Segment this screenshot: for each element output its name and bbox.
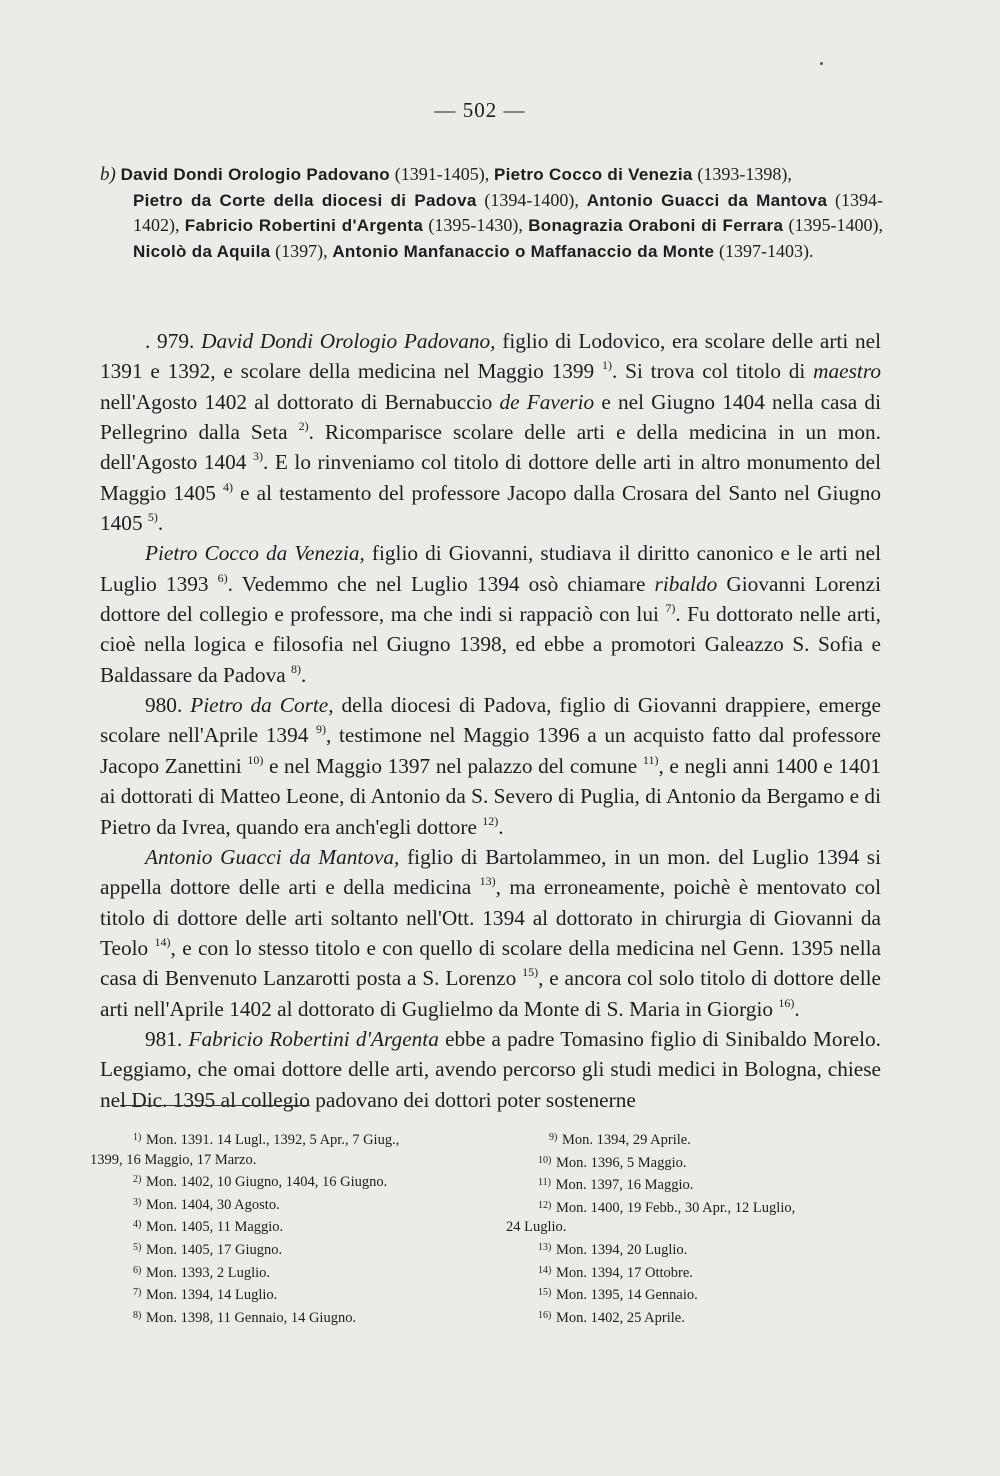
heading-dates: (1397), [275,240,328,261]
footnote-text: Mon. 1404, 30 Agosto. [145,1196,280,1213]
footnote-ref: 13) [479,874,496,889]
heading-name: Bonagrazia Oraboni di Ferrara [528,216,784,235]
footnote-ref: 15) [522,965,539,980]
footnotes-right-column [506,1128,902,1328]
footnote-line [506,1218,902,1238]
footnote-ref-number: 6 [217,570,224,585]
footnote-text: Mon. 1396, 5 Maggio. [555,1154,687,1171]
footnote-line [506,1261,902,1284]
footnote-text: Mon. 1400, 19 Febb., 30 Apr., 12 Luglio, [555,1199,796,1216]
footnote-text: Mon. 1393, 2 Luglio. [145,1264,271,1281]
paragraph-980 [100,690,881,842]
section-heading [100,162,883,264]
heading-name: Pietro Cocco di Venezia [493,165,693,184]
footnote-ref: 3) [253,449,263,464]
text-run: , e ancora col solo titolo di dottore delle arti nell'Aprile 1402 al dottorato di Guglielmo da Monte di S. Maria in Giorgio [100,966,881,1021]
footnote-mark: 4) [133,1219,142,1231]
person-name: Antonio Guacci da Mantova, [145,844,400,869]
footnote-ref-number: 13 [479,874,492,889]
person-name: Pietro da Corte, [190,693,334,718]
paragraph-cocco [100,538,881,690]
footnote-ref: 1) [601,358,612,373]
heading-name: David Dondi Orologio Padovano [120,165,390,184]
footnote-ref-number: 9 [316,722,323,737]
text-run: figlio di Giovanni, studiava il diritto canonico e le arti nel Luglio 1393 [100,541,882,596]
text-run: Giovanni Lorenzi dottore del collegio e professore, ma che indi si rappaciò con lui [100,571,881,627]
footnote-ref-number: 8 [291,661,298,676]
body-text [100,326,881,1115]
footnote-ref: 4) [223,479,234,494]
footnote-mark: 3) [133,1196,142,1208]
paragraph-guacci [100,842,881,1024]
footnote-text: 1399, 16 Maggio, 17 Marzo. [90,1151,257,1168]
footnote-line [90,1283,480,1306]
footnote-mark: 15) [538,1287,552,1299]
footnote-line [90,1215,480,1238]
person-name: Fabricio Robertini d'Argenta [188,1026,439,1051]
footnote-text: Mon. 1397, 16 Maggio. [555,1177,694,1194]
footnote-line [506,1196,902,1219]
paragraph-981 [100,1024,881,1115]
heading-dates: (1394-1402), [133,189,883,235]
italic-term: maestro [813,359,881,384]
paragraph-number: 981. [145,1026,183,1051]
footnote-text: 24 Luglio. [506,1219,567,1236]
heading-continuation [100,188,883,265]
text-run: . Vedemmo che nel Luglio 1394 osò chiamare [227,571,655,596]
footnote-ref: 16) [778,995,795,1010]
footnote-mark: 2) [133,1174,142,1186]
footnote-ref-number: 15 [522,965,535,980]
heading-dates: (1391-1405), [394,164,490,184]
italic-term: de Faverio [499,389,595,414]
paragraph-979 [100,326,881,538]
heading-dates: (1394-1400), [484,189,579,210]
italic-term: ribaldo [654,571,718,596]
text-run: , ma erroneamente, poichè è mentovato col titolo di dottore delle arti soltanto nell'Ott. 1394 al dottorato in chirurgia di Giovanni da Teolo [100,875,881,960]
text-run: della diocesi di Padova, figlio di Giovanni drappiere, emerge scolare nell'Aprile 1394 [100,693,881,748]
footnote-ref-number: 16 [778,995,791,1010]
footnote-ref: 9) [316,722,327,737]
footnote-line [90,1128,480,1151]
footnote-line [90,1238,480,1261]
person-name: David Dondi Orologio Padovano, [201,329,496,353]
footnote-text: Mon. 1394, 17 Ottobre. [555,1264,693,1281]
text-run: figlio di Bartolammeo, in un mon. del Luglio 1394 si appella dottore delle arti e della medicina [100,844,882,900]
text-run: , testimone nel Maggio 1396 a un acquisto fatto dal professore Jacopo Zanettini [100,723,881,778]
footnote-mark: 1) [133,1132,142,1143]
footnote-ref-number: 10 [247,752,260,767]
text-run: e al testamento del professore Jacopo dalla Crosara del Santo nel Giugno 1405 [100,480,881,536]
footnote-text: Mon. 1395, 14 Gennaio. [555,1287,698,1304]
footnote-line [90,1151,480,1171]
footnote-ref-number: 1 [601,358,608,373]
footnote-line [506,1238,902,1261]
paragraph-number: 980. [145,693,183,718]
footnote-text: Mon. 1394, 14 Luglio. [145,1287,278,1304]
text-run: , e negli anni 1400 e 1401 ai dottorati di Matteo Leone, di Antonio da S. Severo di Puglia, di Antonio da Bergamo e di Pietro da Ivrea, quando era anch'egli dottore [100,753,881,839]
footnote-ref-number: 14 [154,934,167,949]
footnote-mark: 13) [538,1241,552,1253]
footnote-ref: 10) [247,752,264,767]
section-label: b) [100,164,116,185]
text-run: figlio di Lodovico, era scolare delle arti nel 1391 e 1392, e scolare della medicina nel Maggio 1399 [100,329,882,384]
footnote-text: Mon. 1398, 11 Gennaio, 14 Giugno. [145,1309,357,1326]
footnote-line [90,1193,480,1216]
text-run: nell'Agosto 1402 al dottorato di Bernabuccio [100,389,500,414]
footnote-mark: 8) [133,1309,142,1321]
heading-name: Fabricio Robertini d'Argenta [184,216,424,235]
footnote-line [90,1306,480,1329]
footnote-line [90,1261,480,1284]
paragraph-number: . 979. [145,329,195,353]
footnote-line [506,1128,902,1151]
footnote-line [90,1170,480,1193]
heading-dates: (1393-1398), [697,164,792,184]
footnote-mark: 14) [538,1264,552,1276]
footnote-ref-number: 7 [665,601,672,616]
footnote-mark: 5) [133,1241,142,1253]
footnotes-left-column [90,1128,480,1328]
footnote-ref-number: 4 [223,479,230,494]
footnote-ref: 2) [298,419,309,434]
page-number: — 502 — [434,98,526,122]
heading-name: Nicolò da Aquila [133,241,271,261]
text-run: ebbe a padre Tomasino figlio di Sinibaldo Morelo. Leggiamo, che omai dottore delle arti, avendo percorso gli studi medici in Bologna, chiese nel Dic. 1395 al collegio padovano dei dottori poter sostenerne [100,1026,882,1112]
text-run: . [157,511,164,536]
footnote-line [506,1283,902,1306]
heading-name: Antonio Manfanaccio o Maffanaccio da Monte [332,241,715,261]
footnote-mark: 16) [538,1309,552,1321]
heading-name: Antonio Guacci da Mantova [586,190,828,210]
footnote-ref: 12) [482,813,499,828]
person-name: Pietro Cocco da Venezia, [145,541,365,566]
text-run: , e con lo stesso titolo e con quello di scolare della medicina nel Genn. 1395 nella casa di Benvenuto Lanzarotti posta a S. Lorenzo [100,935,882,991]
text-run: . [301,662,307,687]
footnote-text: Mon. 1394, 20 Luglio. [555,1241,688,1258]
text-run: . [794,996,800,1021]
footnote-text: Mon. 1402, 25 Aprile. [555,1309,685,1326]
footnote-ref: 8) [291,661,302,676]
footnote-mark: 11) [538,1177,551,1189]
footnote-ref-number: 11 [642,752,655,767]
footnote-line [506,1306,902,1329]
text-run: . Fu dottorato nelle arti, cioè nella logica e filosofia nel Giugno 1398, ed ebbe a promotori Galeazzo S. Sofia e Baldassare da Padova [100,602,882,687]
text-run: e nel Maggio 1397 nel palazzo del comune [263,753,643,778]
footnote-text: Mon. 1394, 29 Aprile. [561,1132,691,1148]
text-run: e nel Giugno 1404 nella casa di Pellegrino dalla Seta [100,389,881,445]
footnote-mark: 12) [538,1199,552,1211]
footnote-ref-number: 12 [482,813,495,828]
footnote-text: Mon. 1405, 17 Giugno. [145,1241,283,1258]
footnote-divider [120,1105,310,1106]
heading-dates: (1395-1430), [428,215,523,235]
footnote-mark: 6) [133,1264,142,1276]
footnote-ref: 5) [147,510,158,525]
footnote-ref: 14) [154,934,171,949]
heading-dates: (1395-1400), [788,215,883,235]
heading-dates: (1397-1403). [719,240,814,261]
text-run: . E lo rinveniamo col titolo di dottore delle arti in altro monumento del Maggio 1405 [100,450,881,505]
text-run: . [498,814,504,839]
text-run: . Ricomparisce scolare delle arti e della medicina in un mon. dell'Agosto 1404 [100,420,881,475]
heading-name: Pietro da Corte della diocesi di Padova [133,190,477,210]
paper-speck [820,62,823,65]
footnote-text: Mon. 1402, 10 Giugno, 1404, 16 Giugno. [145,1174,388,1191]
footnote-ref-number: 2 [298,419,305,434]
footnote-line [506,1173,902,1196]
footnote-ref-number: 3 [253,449,259,464]
footnote-ref-number: 5 [147,510,154,525]
footnote-text: Mon. 1391. 14 Lugl., 1392, 5 Apr., 7 Giug., [145,1132,400,1148]
footnote-mark: 10) [538,1154,552,1166]
footnote-ref: 6) [217,570,228,585]
footnote-text: Mon. 1405, 11 Maggio. [145,1219,284,1236]
footnote-ref: 7) [665,601,676,616]
footnote-ref: 11) [642,752,659,767]
text-run: . Si trova col titolo di [611,359,814,384]
footnote-line [506,1151,902,1174]
footnote-mark: 7) [133,1287,142,1299]
footnote-mark: 9) [549,1132,558,1143]
